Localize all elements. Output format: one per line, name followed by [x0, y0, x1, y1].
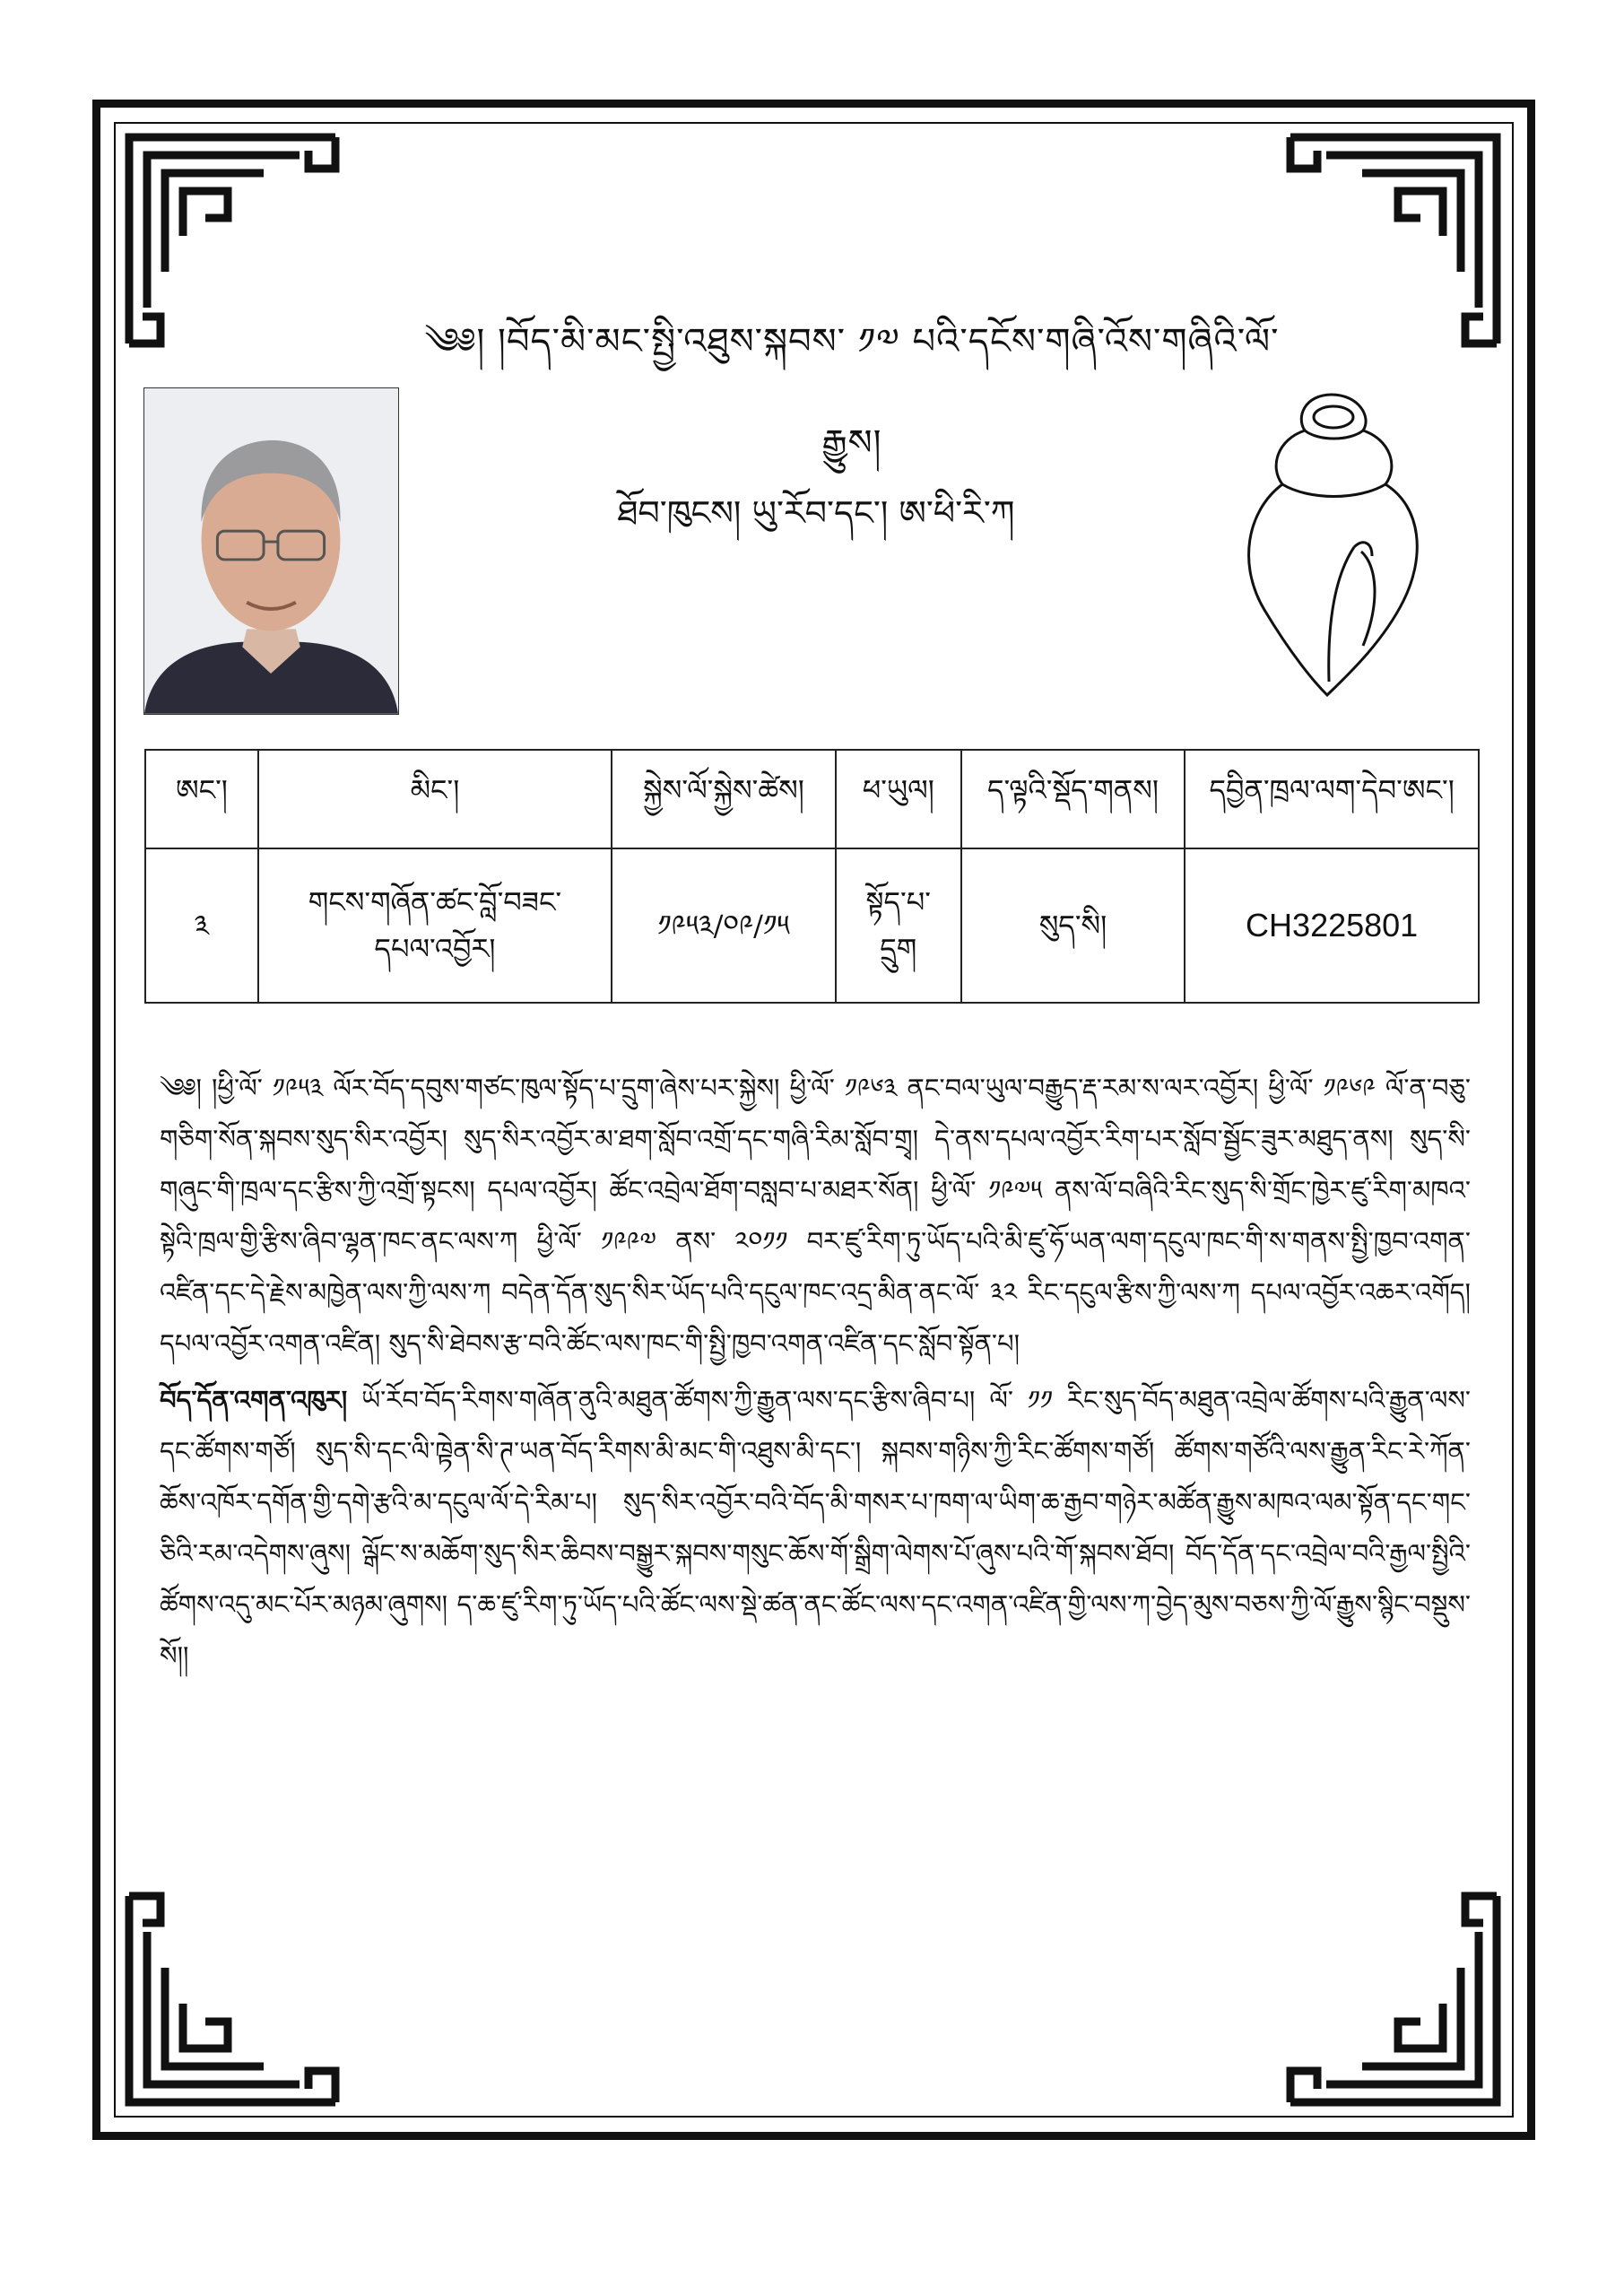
biography-paragraph-2-text: ཡོ་རོབ་བོད་རིགས་གཞོན་ནུའི་མཐུན་ཚོགས་ཀྱི་རྒྱུན་ལས་དང་རྩིས་ཞིབ་པ། ལོ་ ༡༡ རིང་སུད་བོད་མཐུན་འབྲེལ་ཚོགས་པའི་རྒྱུན་ལས་དང་ཚོགས་གཙོ། སུད་སི་དང་ལི་ཁྟེན་སི་ཊ་ཡན་བོད་རིགས་མི་མང་གི་འཐུས་མི་དང་། སྐབས་གཉིས་ཀྱི་རིང་ཚོགས་གཙོ། ཚོགས་གཙོའི་ལས་རྒྱུན་རིང་རེ་ཀོན་ཆོས་འཁོར་དགོན་གྱི་དགེ་རྩའི་མ་དངུལ་ལོ་དེ་རིམ་པ། སུད་སིར་འབྱོར་བའི་བོད་མི་གསར་པ་ཁག་ལ་ཡིག་ཆ་རྒྱབ་གཉེར་མཚོན་རྒྱུས་མཁའ་ལམ་སྟོན་དང་གང་ཅིའི་རམ་འདེགས་ཞུས། ལྒོང་ས་མཆོག་སུད་སིར་ཆིབས་བསྒྱུར་སྐབས་གསུང་ཆོས་གོ་སྒྲིག་ལེགས་པོ་ཞུས་པའི་གོ་སྐབས་ཐོབ། བོད་དོན་དང་འབྲེལ་བའི་རྒྱལ་སྤྱིའི་ཚོགས་འདུ་མང་པོར་མཉམ་ཞུགས། ད་ཆ་ཛུ་རིག་ཏུ་ཡོད་པའི་ཚོང་ལས་སྡེ་ཚན་ནང་ཚོང་ལས་དང་འགན་འཛིན་གྱི་ལས་ཀ་བྱེད་མུས་བཅས་ཀྱི་ལོ་རྒྱུས་སྙིང་བསྡུས་སོ།། [160, 1385, 1471, 1671]
portrait-icon [144, 388, 398, 714]
cell-dob: ༡༩༥༣/༠༩/༡༥ [612, 848, 836, 1003]
hometown-line-2: དྲུག [880, 932, 917, 966]
candidate-origin: ཐོབ་ཁུངས། ཡུ་རོབ་དང་། ཨ་ཕི་རི་ཀ [617, 493, 1015, 533]
header-number: ཨང་། [145, 750, 258, 848]
name-line-1: གངས་གཞོན་ཚང་བློ་བཟང་ [308, 885, 562, 919]
corner-ornament-icon [1281, 1887, 1506, 2111]
header-residence: ད་ལྟའི་སྡོད་གནས། [961, 750, 1185, 848]
corner-ornament-icon [1281, 128, 1506, 352]
biography-paragraph-1: ༄༅། །ཕྱི་ལོ་ ༡༩༥༣ ལོར་བོད་དབུས་གཙང་ཁུལ་སྟོད་པ་དྲུག་ཞེས་པར་སྐྱེས། ཕྱི་ལོ་ ༡༩༦༣ ནང་བལ་ཡུལ་བརྒྱུད་རྡ་རམ་ས་ལར་འབྱོར། ཕྱི་ལོ་ ༡༩༦༩ ལོ་ན་བཅུ་གཅིག་སོན་སྐབས་སུད་སིར་འབྱོར། སུད་སིར་འབྱོར་མ་ཐག་སློབ་འགྲོ་དང་གཞི་རིམ་སློབ་གྲྭ། དེ་ནས་དཔལ་འབྱོར་རིག་པར་སློབ་སྦྱོང་ཟུར་མཐུད་ནས། སུད་སི་གཞུང་གི་ཁྲལ་དང་རྩིས་ཀྱི་འགྲོ་སྟངས། དཔལ་འབྱོར། ཚོང་འབྲེལ་ཐོག་བསླབ་པ་མཐར་སོན། ཕྱི་ལོ་ ༡༩༧༥ ནས་ལོ་བཞིའི་རིང་སུད་སི་གྲོང་ཁྱེར་ཛུ་རིག་མཁའ་སྟེའི་ཁྲལ་གྱི་རྩིས་ཞིབ་ལྷན་ཁང་ནང་ལས་ཀ ཕྱི་ལོ་ ༡༩༩༧ ནས་ ༢༠༡༡ བར་ཛུ་རིག་ཏུ་ཡོད་པའི་མི་ཛུ་ཧོ་ཡན་ལག་དངུལ་ཁང་གི་ས་གནས་སྤྱི་ཁྱབ་འགན་འཛིན་དང་དེ་རྗེས་མཁྱེན་ལས་ཀྱི་ལས་ཀ བདེན་དོན་སུད་སིར་ཡོད་པའི་དངུལ་ཁང་འདྲ་མིན་ནང་ལོ་ ༣༢ རིང་དངུལ་རྩིས་ཀྱི་ལས་ཀ དཔལ་འབྱོར་འཆར་འགོད། དཔལ་འབྱོར་འགན་འཛིན། སུད་སི་ཐེབས་རྩ་བའི་ཚོང་ལས་ཁང་གི་སྤྱི་ཁྱབ་འགན་འཛིན་དང་སློབ་སྟོན་པ། [160, 1073, 1471, 1359]
name-line-2: དཔལ་འབྱོར། [374, 932, 496, 966]
hometown-line-1: སྟོད་པ་ [865, 885, 932, 919]
page-title: ༄༅། །བོད་མི་མང་སྤྱི་འཐུས་སྐབས་ ༡༧ པའི་དངོས་གཞི་འོས་གཞིའི་ལོ་རྒྱུས། [424, 321, 1280, 464]
candidate-info-table [144, 749, 1480, 1004]
biography-lead: བོད་དོན་འགན་འཁུར། [160, 1385, 348, 1415]
corner-ornament-icon [120, 1887, 344, 2111]
header-hometown: ཕ་ཡུལ། [836, 750, 961, 848]
biography [160, 1063, 1471, 1687]
biography-paragraph-2 [160, 1375, 1471, 1682]
corner-ornament-icon [120, 128, 344, 352]
candidate-photo [143, 387, 399, 715]
header-dob: སྐྱེས་ལོ་སྐྱེས་ཚེས། [612, 750, 836, 848]
cell-hometown [836, 848, 961, 1003]
header-passport: དབྱིན་ཁྲལ་ལག་དེབ་ཨང་། [1185, 750, 1479, 848]
cell-name [258, 848, 612, 1003]
cell-passport: CH3225801 [1185, 848, 1479, 1003]
header-name: མིང་། [258, 750, 612, 848]
table-row [145, 848, 1479, 1003]
conch-shell-icon [1229, 386, 1435, 704]
cell-residence: སུད་སི། [961, 848, 1185, 1003]
cell-number: ༣ [145, 848, 258, 1003]
